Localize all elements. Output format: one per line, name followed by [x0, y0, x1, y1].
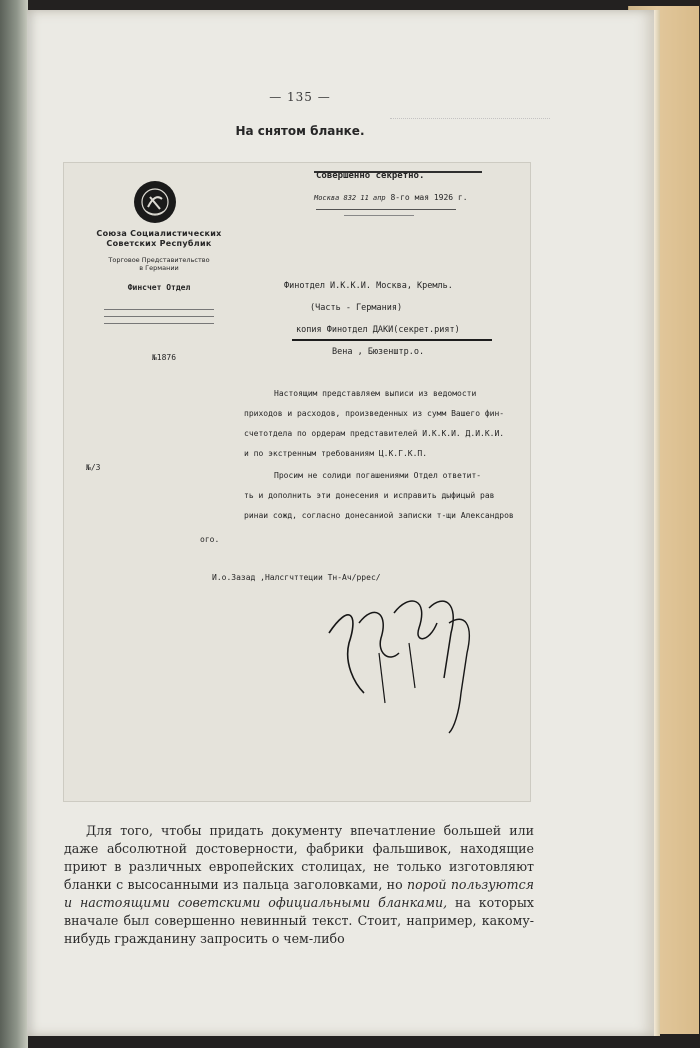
paragraph-text: Для того, чтобы придать документу впечатление большей или даже абсолютной достоверности, фабрики фальшивок, находящие приют в различных европейских столицах, не только изготовляют бланки с высосанными из пальца заголовками, но — [64, 823, 534, 892]
address-line-2: (Часть - Германия) — [310, 303, 403, 313]
body-line: Настоящим представляем выписи из ведомости — [274, 389, 477, 398]
address-line-4: Вена , Бюзенштр.о. — [332, 347, 425, 357]
body-line: и по экстренным требованиям Ц.К.Г.К.П. — [244, 449, 428, 458]
letterhead-department: Финсчет Отдел — [127, 283, 191, 292]
address-line-1: Финотдел И.К.К.И. Москва, Кремль. — [284, 281, 453, 291]
secret-date-line — [314, 193, 468, 202]
page-number: — 135 — — [269, 90, 331, 104]
secret-title: Совершенно секретно. — [316, 171, 425, 181]
body-line: Просим не солиди погашениями Отдел ответит- — [274, 471, 482, 480]
paragraph-italic-text: порой пользуются и настоящими советскими официальными бланками, — [64, 877, 534, 910]
letterhead-union — [84, 229, 234, 249]
body-line: ть и дополнить эти донесения и исправить дыфицый рав — [244, 491, 495, 500]
secret-underline-small — [344, 215, 414, 216]
address-rule — [292, 339, 492, 341]
signature-caption: И.о.Зазад ,Налсгчттеции Тн-Ач/ррес/ — [212, 573, 381, 582]
secret-underline — [316, 209, 456, 210]
body-line: счетотдела по ордерам представителей И.К.К.И. Д.И.К.И. — [244, 429, 505, 438]
address-line-3: копия Финотдел ДАКИ(секрет.рият) — [296, 325, 460, 335]
letterhead-union-line: Советских Республик — [106, 239, 212, 248]
soviet-emblem-icon — [134, 181, 176, 223]
page-heading: На снятом бланке. — [235, 124, 365, 138]
letterhead-trade — [84, 256, 234, 272]
letterhead-small-print — [104, 303, 214, 330]
page-edge — [654, 10, 660, 1036]
letterhead-number: №1876 — [151, 353, 177, 362]
document-facsimile — [63, 162, 531, 802]
paragraph-text-end: на которых вначале был совершенно невинный текст. Стоит, например, какому-нибудь гражданину запросить о чем-либо — [64, 895, 534, 946]
secret-date-prefix: Москва 832 11 апр — [314, 194, 386, 202]
main-paragraph — [64, 822, 534, 948]
body-line: приходов и расходов, произведенных из сумм Вашего фин- — [244, 409, 505, 418]
book-spine-edge — [0, 0, 28, 1048]
secret-date: 8-го мая 1926 г. — [390, 193, 468, 202]
body-line: ринаи сожд, согласно донесаниой записки т-щи Александров — [244, 511, 514, 520]
letterhead-trade-line: Торговое Представительство — [108, 256, 210, 264]
body-line: ого. — [200, 535, 220, 544]
bleed-through-text — [390, 118, 550, 121]
paragraph — [64, 822, 534, 948]
handwritten-signature — [319, 583, 489, 743]
margin-mark: №/3 — [86, 463, 101, 472]
letterhead-trade-line: в Германии — [139, 264, 179, 272]
letterhead-union-line: Союза Социалистических — [96, 229, 222, 238]
